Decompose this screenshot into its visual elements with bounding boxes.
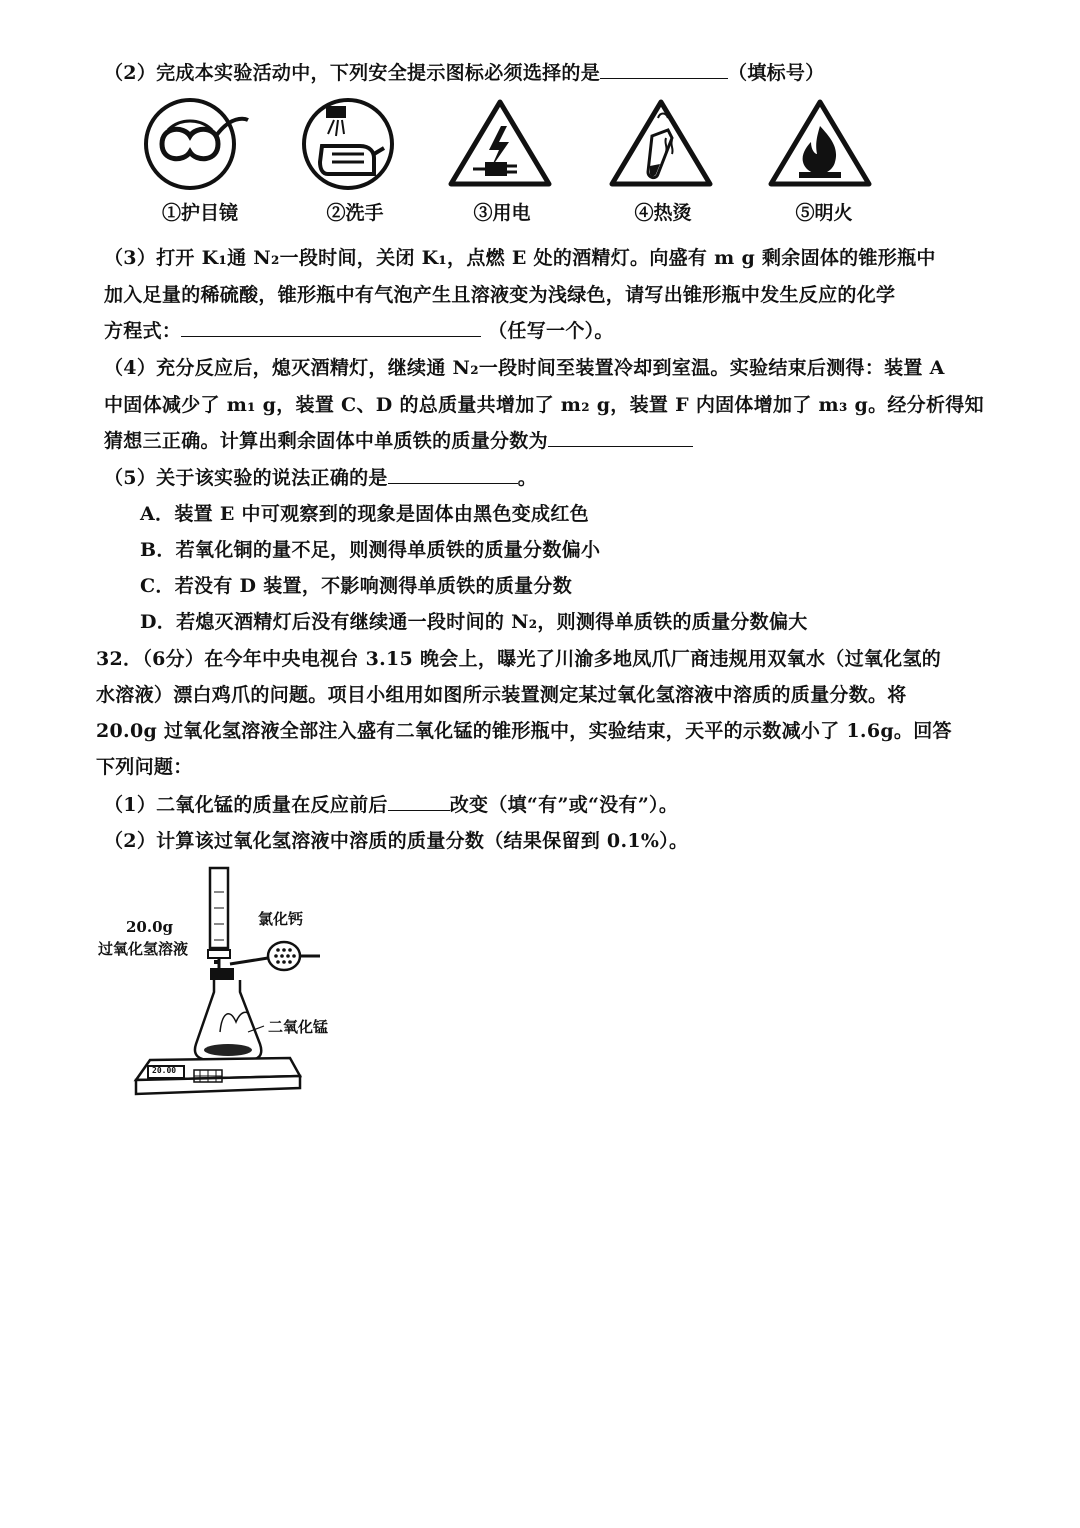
- figure-label-cacl2: 氯化钙: [258, 910, 304, 928]
- q3-line-2: 加入足量的稀硫酸，锥形瓶中有气泡产生且溶液变为浅绿色，请写出锥形瓶中发生反应的化学: [104, 284, 896, 306]
- icon-label-wash-hands: ②洗手: [326, 202, 384, 224]
- q32-line-4: 下列问题：: [96, 756, 193, 778]
- figure-label-mno2: 二氧化锰: [268, 1018, 329, 1036]
- scale-display-reading: 20.00: [152, 1066, 177, 1075]
- figure-label-mass: 20.0g: [126, 918, 174, 936]
- q2-suffix: （填标号）: [728, 62, 825, 84]
- q32-sub1-suffix: 改变（填“有”或“没有”）。: [449, 794, 679, 816]
- q4-answer-blank[interactable]: [548, 428, 693, 447]
- q5-line: [104, 465, 537, 491]
- q3-line-1: （3）打开 K₁通 N₂一段时间，关闭 K₁，点燃 E 处的酒精灯。向盛有 m g 剩余固体的锥形瓶中: [104, 247, 936, 269]
- q32-line-3: 20.0g 过氧化氢溶液全部注入盛有二氧化锰的锥形瓶中，实验结束，天平的示数减小了 1.6g。回答: [96, 720, 952, 742]
- q5-option-d: D．若熄灭酒精灯后没有继续通一段时间的 N₂，则测得单质铁的质量分数偏大: [140, 611, 808, 633]
- q3-line-3: [104, 318, 614, 344]
- icon-label-open-flame: ⑤明火: [795, 202, 853, 224]
- q32-line-2: 水溶液）漂白鸡爪的问题。项目小组用如图所示装置测定某过氧化氢溶液中溶质的质量分数。将: [96, 684, 907, 706]
- icon-label-goggles: ①护目镜: [161, 202, 238, 224]
- q3-suffix: （任写一个）。: [488, 320, 614, 342]
- icon-label-hot-burn: ④热烫: [634, 202, 692, 224]
- apparatus-figure: [130, 862, 370, 1102]
- q4-line-3: [104, 428, 693, 454]
- q5-end: 。: [517, 467, 538, 489]
- figure-label-solution: 过氧化氢溶液: [98, 940, 189, 958]
- open-flame-icon: [765, 96, 875, 196]
- wash-hands-icon: [298, 96, 408, 196]
- q3-prefix: 方程式：: [104, 320, 182, 342]
- q2-line: [104, 60, 825, 86]
- q3-answer-blank[interactable]: [181, 318, 481, 337]
- icon-label-electricity: ③用电: [473, 202, 531, 224]
- q32-sub1-prefix: （1）二氧化锰的质量在反应前后: [104, 794, 388, 816]
- q5-option-a: A．装置 E 中可观察到的现象是固体由黑色变成红色: [140, 503, 589, 525]
- q2-prefix: （2）完成本实验活动中，下列安全提示图标必须选择的是: [104, 62, 601, 84]
- q32-sub2: （2）计算该过氧化氢溶液中溶质的质量分数（结果保留到 0.1%）。: [104, 830, 689, 852]
- q5-option-c: C．若没有 D 装置，不影响测得单质铁的质量分数: [140, 575, 573, 597]
- q4-line-1: （4）充分反应后，熄灭酒精灯，继续通 N₂一段时间至装置冷却到室温。实验结束后测得：装置 A: [104, 357, 945, 379]
- q32-line-1: 32．（6分）在今年中央电视台 3.15 晚会上，曝光了川渝多地凤爪厂商违规用双氧水（过氧化氢的: [96, 648, 942, 670]
- q4-line-2: 中固体减少了 m₁ g，装置 C、D 的总质量共增加了 m₂ g，装置 F 内固体增加了 m₃ g。经分析得知: [104, 394, 984, 416]
- q5-answer-blank[interactable]: [388, 465, 518, 484]
- q4-prefix: 猜想三正确。计算出剩余固体中单质铁的质量分数为: [104, 430, 548, 452]
- electricity-icon: [445, 96, 555, 196]
- q32-sub1: [104, 792, 678, 818]
- hot-burn-icon: [606, 96, 716, 196]
- goggles-icon: [140, 96, 250, 196]
- q32-sub1-answer-blank[interactable]: [388, 792, 450, 811]
- q5-option-b: B．若氧化铜的量不足，则测得单质铁的质量分数偏小: [140, 539, 601, 561]
- q2-answer-blank[interactable]: [600, 60, 728, 79]
- q5-prompt: （5）关于该实验的说法正确的是: [104, 467, 388, 489]
